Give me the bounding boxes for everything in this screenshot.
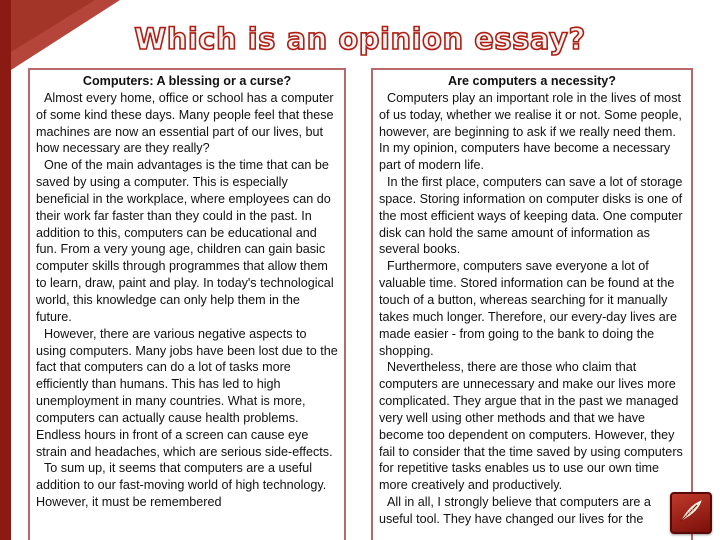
essay-heading-left: Computers: A blessing or a curse? <box>82 74 292 88</box>
essay-heading-right: Are computers a necessity? <box>448 74 616 88</box>
essay-panel-left <box>28 68 346 540</box>
essay-paragraph: However, there are various negative aspects to using computers. Many jobs have been lost due to the fact that computers can do a lot of tasks more efficiently than humans. This has led to high unemployment in many countries. What is more, computers can actually cause health problems. Endless hours in front of a screen can cause eye strain and headaches, which are serious side-effects. <box>36 326 338 459</box>
essay-paragraph: Furthermore, computers save everyone a lot of valuable time. Stored information can be found at the touch of a button, whereas searching for it manually takes much longer. Therefore, our every-day lives are made easier - from going to the bank to doing the shopping. <box>379 259 677 358</box>
essay-paragraph: Computers play an important role in the lives of most of us today, whether we realise it or not. Some people, however, are beginning to ask if we really need them. In my opinion, computers have become a necessary part of modern life. <box>379 90 682 173</box>
feather-quill-icon <box>677 497 705 530</box>
essay-panel-right <box>371 68 693 540</box>
left-accent-bar <box>0 0 11 540</box>
essay-paragraph: Nevertheless, there are those who claim that computers are unnecessary and make our lives more complicated. They argue that in the past we managed very well using other methods and that we have become too dependent on computers. However, they fail to consider that the time saved by using computers for repetitive tasks enables us to use our own time more creatively and productively. <box>379 360 683 493</box>
essay-paragraph: One of the main advantages is the time that can be saved by using a computer. This is especially beneficial in the workplace, where employees can do their work far faster than they could in the past. In addition to this, computers can be educational and fun. From a very young age, children can gain basic computer skills through programmes that allow them to learn, draw, paint and play. In today's technological world, this knowledge can only help them in the future. <box>36 158 334 324</box>
page-title: Which is an opinion essay? <box>134 22 586 56</box>
essay-paragraph: Almost every home, office or school has a computer of some kind these days. Many people feel that these machines are now an essential part of our lives, but how necessary are they really? <box>36 90 334 156</box>
next-slide-button[interactable] <box>670 492 712 534</box>
essay-paragraph: All in all, I strongly believe that computers are a useful tool. They have changed our lives for the <box>379 495 651 526</box>
essay-paragraph: In the first place, computers can save a lot of storage space. Storing information on computer disks is one of the most efficient ways of keeping data. One computer disk can hold the same amount of information as several books. <box>379 175 683 257</box>
essay-paragraph: To sum up, it seems that computers are a useful addition to our fast-moving world of high technology. However, it must be remembered <box>36 461 327 510</box>
